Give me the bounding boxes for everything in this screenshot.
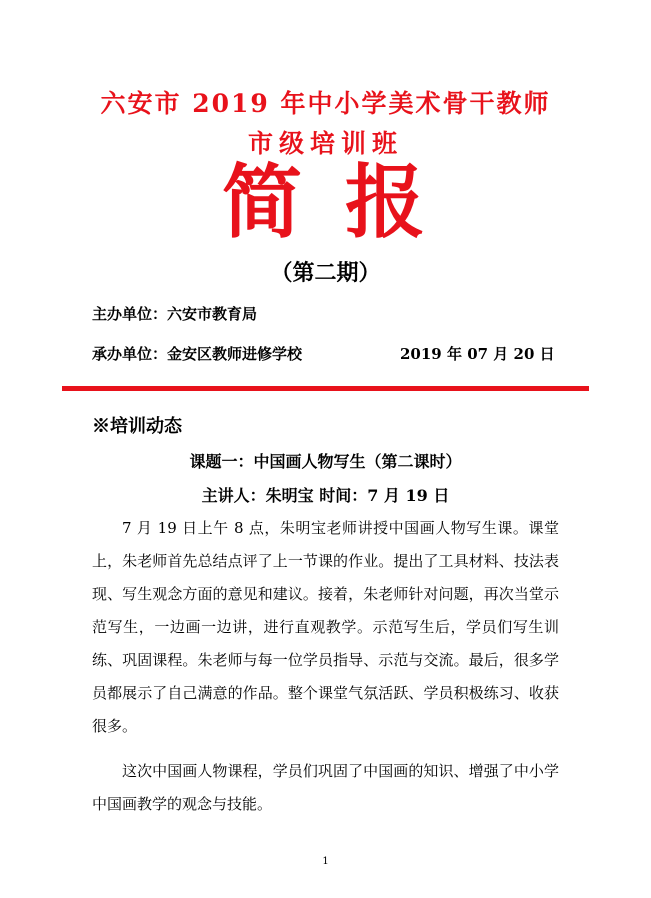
co-organizer-line: 承办单位：金安区教师进修学校 <box>92 345 303 363</box>
course-title: 课题一：中国画人物写生（第二课时） <box>189 452 462 471</box>
issue-date: 2019 年 07 月 20 日 <box>400 345 555 363</box>
bulletin-title-line1: 六安市 2019 年中小学美术骨干教师 <box>100 89 551 118</box>
red-divider <box>62 386 589 391</box>
body-paragraph-1: 7 月 19 日上午 8 点，朱明宝老师讲授中国画人物写生课。课堂上，朱老师首先总结点评了上一节课的作业。提出了工具材料、技法表现、写生观念方面的意见和建议。接着，朱老师针对问题，再次当堂示范写生，一边画一边讲，进行直观教学。示范写生后，学员们写生训练、巩固课程。朱老师与每一位学员指导、示范与交流。最后，很多学员都展示了自己满意的作品。整个课堂气氛活跃、学员积极练习、收获很多。 <box>92 519 559 735</box>
bulletin-big-char-bao: 报 <box>345 155 425 249</box>
section-heading: ※培训动态 <box>92 416 182 437</box>
organizer-line: 主办单位：六安市教育局 <box>92 305 258 323</box>
bulletin-big-char-jian: 简 <box>222 155 302 249</box>
speaker-line: 主讲人：朱明宝 时间：7 月 19 日 <box>201 486 450 505</box>
bulletin-title-line2: 市级培训班 <box>247 129 403 158</box>
page-number: 1 <box>322 856 329 867</box>
issue-number: （第二期） <box>270 260 381 286</box>
body-paragraph-2: 这次中国画人物课程，学员们巩固了中国画的知识、增强了中小学中国画教学的观念与技能。 <box>92 762 559 813</box>
